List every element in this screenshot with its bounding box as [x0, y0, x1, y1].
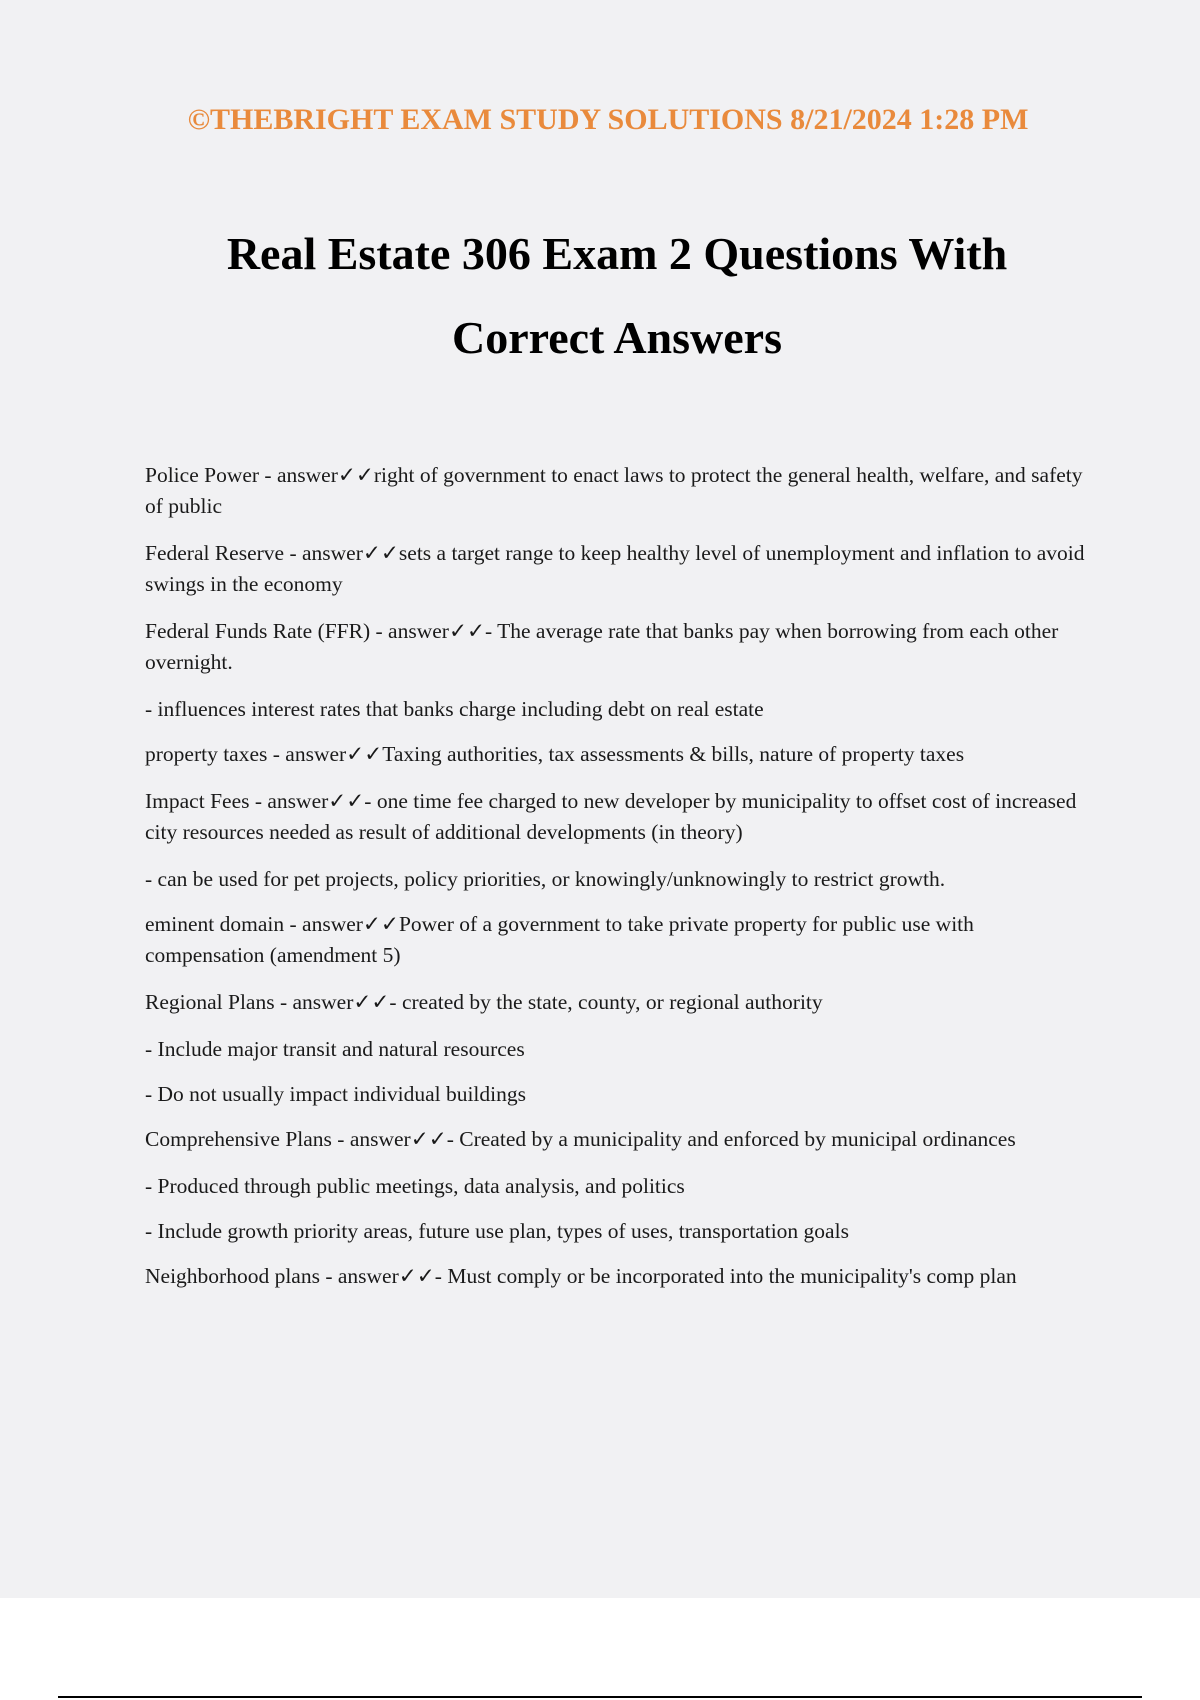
qa-entry-comprehensive-plans-note-2: - Include growth priority areas, future use plan, types of uses, transportation goals: [145, 1219, 849, 1243]
qa-entry-impact-fees: Impact Fees - answer✓✓- one time fee charged to new developer by municipality to offset cost of increased city resources needed as result of additional developments (in theory): [145, 789, 1077, 844]
qa-entry-ffr-note: - influences interest rates that banks charge including debt on real estate: [145, 697, 764, 721]
qa-entry-police-power: Police Power - answer✓✓right of government to enact laws to protect the general health, welfare, and safety of public: [145, 463, 1083, 518]
qa-entry-eminent-domain: eminent domain - answer✓✓Power of a government to take private property for public use with compensation (amendment 5): [145, 912, 974, 967]
qa-entry-comprehensive-plans: Comprehensive Plans - answer✓✓- Created by a municipality and enforced by municipal ordinances: [145, 1127, 1016, 1151]
qa-entry-impact-fees-note: - can be used for pet projects, policy priorities, or knowingly/unknowingly to restrict growth.: [145, 867, 946, 891]
document-title: [0, 212, 1200, 380]
qa-entry-regional-plans-note-1: - Include major transit and natural resources: [145, 1037, 525, 1061]
qa-entry-regional-plans-note-2: - Do not usually impact individual buildings: [145, 1082, 526, 1106]
qa-entry-regional-plans: Regional Plans - answer✓✓- created by the state, county, or regional authority: [145, 990, 823, 1014]
qa-entry-neighborhood-plans: Neighborhood plans - answer✓✓- Must comply or be incorporated into the municipality's comp plan: [145, 1264, 1017, 1288]
watermark-header: ©THEBRIGHT EXAM STUDY SOLUTIONS 8/21/2024 1:28 PM: [187, 103, 1029, 136]
qa-entry-federal-funds-rate: Federal Funds Rate (FFR) - answer✓✓- The average rate that banks pay when borrowing from each other overnight.: [145, 619, 1059, 674]
qa-list: [145, 460, 1085, 1308]
qa-entry-federal-reserve: Federal Reserve - answer✓✓sets a target range to keep healthy level of unemployment and inflation to avoid swings in the economy: [145, 541, 1085, 596]
title-line-1: Real Estate 306 Exam 2 Questions With: [226, 228, 1008, 279]
title-line-2: Correct Answers: [452, 312, 782, 363]
qa-entry-property-taxes: property taxes - answer✓✓Taxing authorities, tax assessments & bills, nature of property taxes: [145, 742, 965, 766]
footer-divider: [58, 1696, 1142, 1698]
qa-entry-comprehensive-plans-note-1: - Produced through public meetings, data analysis, and politics: [145, 1174, 685, 1198]
